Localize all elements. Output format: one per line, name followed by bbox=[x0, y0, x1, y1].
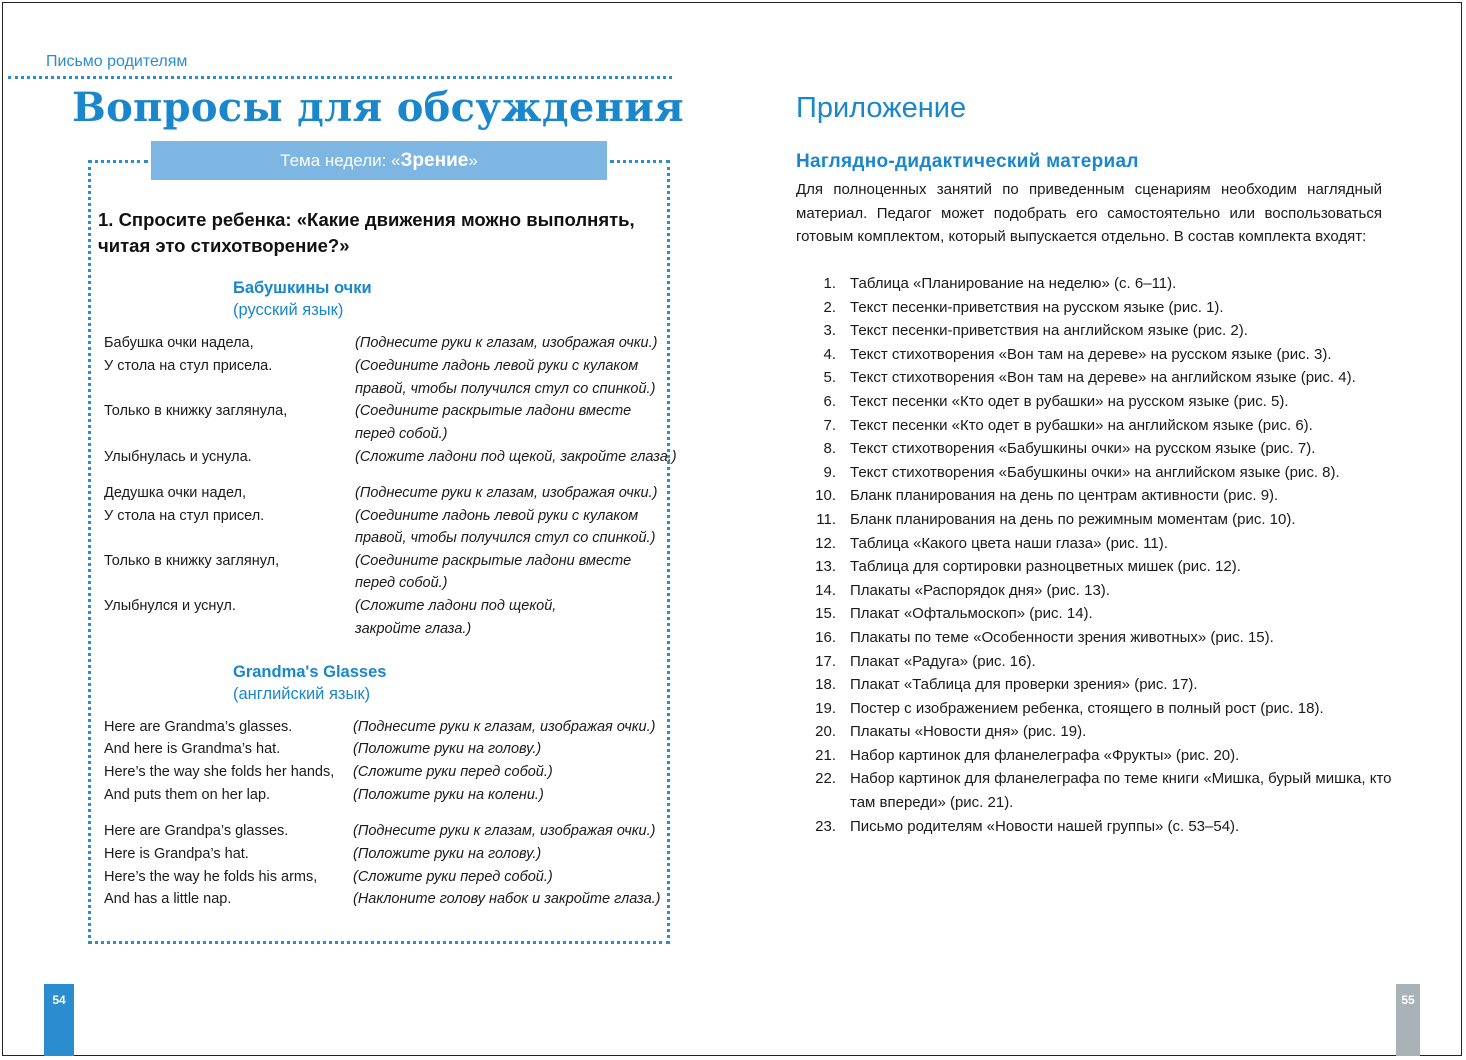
poem-action: (Сложите ладони под щекой, закройте глаза.) bbox=[355, 449, 677, 465]
discussion-question: 1. Спросите ребенка: «Какие движения можно выполнять, читая это стихотворение?» bbox=[98, 209, 635, 256]
poem-action: (Соедините ладонь левой руки с кулаком bbox=[355, 358, 639, 374]
poem-line: Только в книжку заглянул, bbox=[104, 553, 280, 569]
appendix-title: Приложение bbox=[796, 92, 967, 124]
list-item: 4. Текст стихотворения «Вон там на дереве» на русском языке (рис. 3). bbox=[823, 345, 1332, 363]
poem-line: And here is Grandma’s hat. bbox=[104, 741, 281, 757]
poem-ru-lang: (русский язык) bbox=[233, 301, 344, 319]
poem-action: (Соедините раскрытые ладони вместе bbox=[355, 403, 632, 419]
poem-action: (Положите руки на голову.) bbox=[353, 741, 542, 757]
appendix-subtitle: Наглядно-дидактический материал bbox=[796, 151, 1139, 172]
poem-action: (Сложите руки перед собой.) bbox=[353, 764, 553, 780]
dotted-frame-top-right bbox=[610, 160, 670, 163]
list-item: 5. Текст стихотворения «Вон там на дереве» на английском языке (рис. 4). bbox=[823, 369, 1356, 387]
dotted-divider bbox=[8, 76, 672, 79]
poem-line: Бабушка очки надела, bbox=[104, 335, 254, 351]
theme-suffix: » bbox=[468, 151, 478, 170]
page-number-left: 54 bbox=[44, 984, 74, 1056]
poem-line: Here’s the way she folds her hands, bbox=[104, 764, 335, 780]
poem-en-title: Grandma's Glasses bbox=[233, 663, 387, 681]
theme-word: Зрение bbox=[400, 150, 469, 171]
poem-line: Here’s the way he folds his arms, bbox=[104, 869, 318, 885]
poem-line: Here are Grandpa’s glasses. bbox=[104, 823, 289, 839]
theme-banner bbox=[151, 141, 607, 180]
poem-action: перед собой.) bbox=[355, 426, 448, 442]
list-item: 15. Плакат «Офтальмоскоп» (рис. 14). bbox=[815, 605, 1093, 623]
section-label: Письмо родителям bbox=[46, 53, 188, 70]
list-item: 2. Текст песенки-приветствия на русском языке (рис. 1). bbox=[823, 298, 1224, 316]
dotted-frame-top-left bbox=[88, 160, 148, 163]
list-item: 19. Постер с изображением ребенка, стоящего в полный рост (рис. 18). bbox=[815, 699, 1324, 717]
poem-line: And puts them on her lap. bbox=[104, 787, 271, 803]
poem-line: Дедушка очки надел, bbox=[104, 485, 247, 501]
list-item: 11. Бланк планирования на день по режимным моментам (рис. 10). bbox=[816, 510, 1296, 528]
poem-action: (Наклоните голову набок и закройте глаза.) bbox=[353, 891, 661, 907]
list-item: 17. Плакат «Радуга» (рис. 16). bbox=[815, 652, 1036, 670]
list-item: 18. Плакат «Таблица для проверки зрения» (рис. 17). bbox=[815, 676, 1198, 694]
list-item: 21. Набор картинок для фланелеграфа «Фрукты» (рис. 20). bbox=[815, 746, 1240, 764]
theme-prefix: Тема недели: « bbox=[280, 151, 401, 170]
poem-line: Here are Grandma’s glasses. bbox=[104, 719, 293, 735]
list-item: 1. Таблица «Планирование на неделю» (с. 6–11). bbox=[823, 275, 1177, 292]
poem-action: (Сложите руки перед собой.) bbox=[353, 869, 553, 885]
poem-action: (Поднесите руки к глазам, изображая очки.) bbox=[355, 485, 658, 501]
list-item: 20. Плакаты «Новости дня» (рис. 19). bbox=[815, 723, 1087, 741]
poem-line: Только в книжку заглянула, bbox=[104, 403, 288, 419]
list-item: 23. Письмо родителям «Новости нашей группы» (с. 53–54). bbox=[815, 817, 1240, 835]
poem-line: And has a little nap. bbox=[104, 891, 232, 907]
poem-line: У стола на стул присел. bbox=[104, 508, 265, 524]
materials-list bbox=[796, 272, 1396, 838]
list-item: 6. Текст песенки «Кто одет в рубашки» на русском языке (рис. 5). bbox=[823, 392, 1289, 410]
list-item: 9. Текст стихотворения «Бабушкины очки» на английском языке (рис. 8). bbox=[823, 463, 1340, 481]
poem-action: (Положите руки на голову.) bbox=[353, 846, 542, 862]
list-item: 10. Бланк планирования на день по центрам активности (рис. 9). bbox=[815, 487, 1279, 505]
poem-action: (Поднесите руки к глазам, изображая очки.) bbox=[355, 335, 658, 351]
poem-action: правой, чтобы получился стул со спинкой.) bbox=[355, 381, 656, 397]
list-item: 3. Текст песенки-приветствия на английском языке (рис. 2). bbox=[823, 322, 1248, 340]
list-item: 12. Таблица «Какого цвета наши глаза» (рис. 11). bbox=[815, 534, 1168, 552]
page-title: Вопросы для обсуждения bbox=[71, 84, 685, 131]
poem-line: Улыбнулась и уснула. bbox=[104, 449, 252, 465]
page-number-right: 55 bbox=[1396, 984, 1420, 1056]
appendix-intro: Для полноценных занятий по приведенным сценариям необходим наглядный материал. Педагог может подобрать его самостоятельно или воспользоваться готовым комплектом, который выпускается отдельно. В состав комплекта входят: bbox=[796, 181, 1382, 245]
poem-action: (Соедините раскрытые ладони вместе bbox=[355, 553, 632, 569]
poem-line: Улыбнулся и уснул. bbox=[104, 598, 236, 614]
poem-action: закройте глаза.) bbox=[355, 621, 472, 637]
poem-ru-title: Бабушкины очки bbox=[233, 279, 372, 297]
list-item: 16. Плакаты по теме «Особенности зрения животных» (рис. 15). bbox=[815, 628, 1274, 646]
poem-action: правой, чтобы получился стул со спинкой.) bbox=[355, 530, 656, 546]
list-item: 13. Таблица для сортировки разноцветных мишек (рис. 12). bbox=[815, 558, 1241, 576]
poem-action: перед собой.) bbox=[355, 575, 448, 591]
list-item: 7. Текст песенки «Кто одет в рубашки» на английском языке (рис. 6). bbox=[823, 416, 1313, 434]
poem-action: (Поднесите руки к глазам, изображая очки.) bbox=[353, 823, 656, 839]
poem-action: (Поднесите руки к глазам, изображая очки.) bbox=[353, 719, 656, 735]
list-item: 8. Текст стихотворения «Бабушкины очки» на русском языке (рис. 7). bbox=[823, 440, 1316, 458]
poem-line: У стола на стул присела. bbox=[104, 358, 273, 374]
poem-action: (Соедините ладонь левой руки с кулаком bbox=[355, 508, 639, 524]
list-item: 22. Набор картинок для фланелеграфа по теме книги «Мишка, бурый мишка, кто там впереди» (рис. 21). bbox=[815, 770, 1392, 812]
poem-action: (Сложите ладони под щекой, bbox=[355, 598, 557, 614]
poem-line: Here is Grandpa’s hat. bbox=[104, 846, 249, 862]
list-item: 14. Плакаты «Распорядок дня» (рис. 13). bbox=[815, 581, 1110, 599]
poem-action: (Положите руки на колени.) bbox=[353, 787, 544, 803]
poem-en-lang: (английский язык) bbox=[233, 685, 371, 703]
